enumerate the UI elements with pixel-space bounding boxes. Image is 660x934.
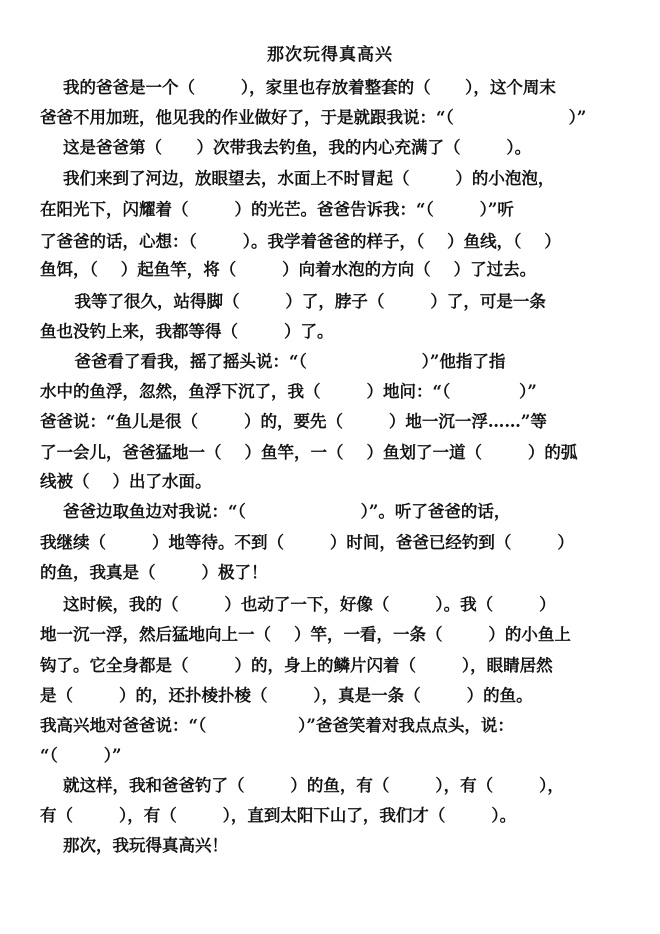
text-line: 的鱼，我真是（ ）极了！ (40, 563, 268, 582)
text-line: 爸爸不用加班，他见我的作业做好了，于是就跟我说：“（ ）” (40, 108, 587, 127)
text-line: 爸爸看了看我，摇了摇头说：“（ ）”他指了指 (40, 352, 506, 371)
text-line: 我继续（ ）地等待。不到（ ）时间，爸爸已经钓到（ ） (40, 533, 574, 552)
text-line: “（ ）” (40, 746, 122, 765)
text-line: 是（ ）的，还扑棱扑棱（ ），真是一条（ ）的鱼。 (40, 686, 533, 705)
text-line: 我的爸爸是一个（ ），家里也存放着整套的（ ），这个周末 (40, 78, 556, 97)
text-line: 在阳光下，闪耀着（ ）的光芒。爸爸告诉我：“（ ）”听 (40, 200, 514, 219)
text-line: 了一会儿，爸爸猛地一（ ）鱼竿，一（ ）鱼划了一道（ ）的弧 (40, 443, 578, 462)
text-line: 鱼饵，（ ）起鱼竿，将（ ）向着水泡的方向（ ）了过去。 (40, 260, 537, 279)
text-line: 这是爸爸第（ ）次带我去钓鱼，我的内心充满了（ ）。 (40, 138, 532, 157)
text-line: 水中的鱼浮，忽然，鱼浮下沉了，我（ ）地问：“（ ）” (40, 382, 537, 401)
text-line: 地一沉一浮，然后猛地向上一（ ）竿，一看，一条（ ）的小鱼上 (40, 625, 571, 644)
text-line: 我等了很久，站得脚（ ）了，脖子（ ）了，可是一条 (40, 292, 546, 311)
page-title: 那次玩得真高兴 (267, 45, 393, 65)
text-line: 这时候，我的（ ）也动了一下，好像（ ）。我（ ） (40, 595, 556, 614)
text-line: 爸爸边取鱼边对我说：“（ ）”。听了爸爸的话， (40, 502, 511, 521)
text-line: 那次，我玩得真高兴！ (40, 836, 228, 855)
text-line: 鱼也没钓上来，我都等得（ ）了。 (40, 322, 334, 341)
text-line: 就这样，我和爸爸钓了（ ）的鱼，有（ ），有（ ）， (40, 776, 564, 795)
text-line: 线被（ ）出了水面。 (40, 472, 212, 491)
text-line: 有（ ），有（ ），直到太阳下山了，我们才（ ）。 (40, 806, 517, 825)
text-line: 了爸爸的话，心想：（ ）。我学着爸爸的样子，（ ）鱼线，（ ） (40, 232, 561, 251)
text-line: 爸爸说：“鱼儿是很（ ）的，要先（ ）地一沉一浮……”等 (40, 412, 547, 431)
text-line: 钩了。它全身都是（ ）的，身上的鳞片闪着（ ），眼睛居然 (40, 656, 553, 675)
text-line: 我们来到了河边，放眼望去，水面上不时冒起（ ）的小泡泡， (40, 169, 555, 188)
text-line: 我高兴地对爸爸说：“（ ）”爸爸笑着对我点点头，说： (40, 716, 514, 735)
